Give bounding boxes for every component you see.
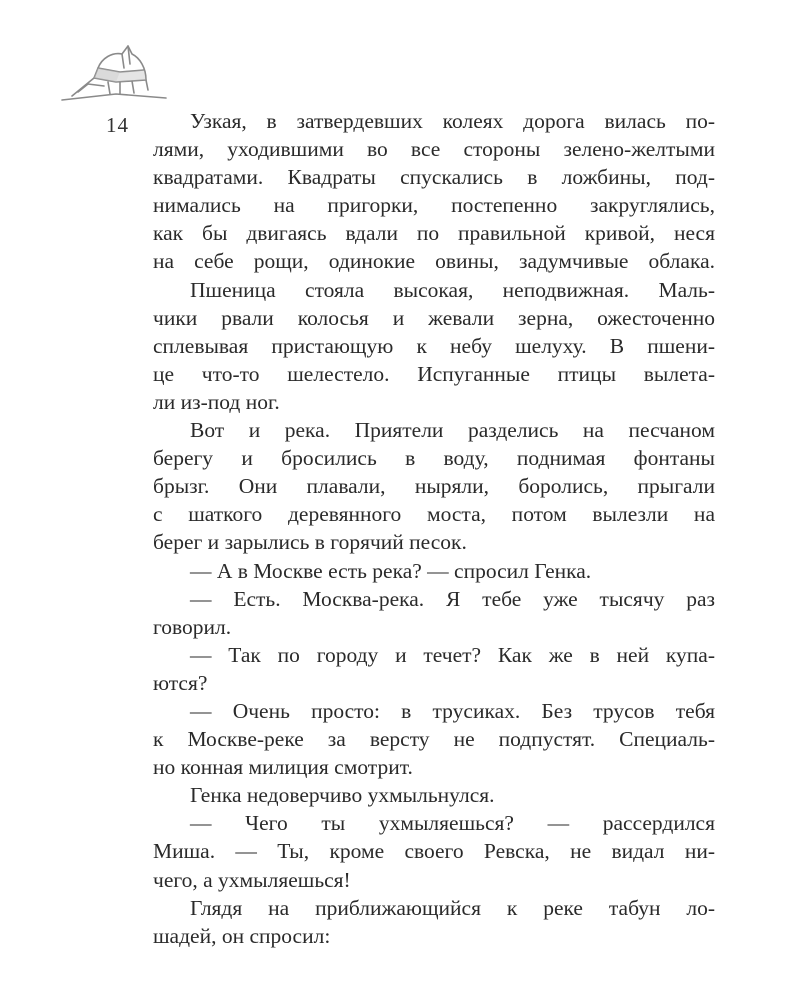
text-line: нимались на пригорки, постепенно закруглялись,	[153, 193, 715, 218]
text-line: сплевывая пристающую к небу шелуху. В пшени-	[153, 333, 715, 358]
text-line: Миша. — Ты, кроме своего Ревска, не видал ни-	[153, 839, 715, 864]
text-line: на себе рощи, одинокие овины, задумчивые облака.	[153, 249, 715, 274]
text-line: берег и зарылись в горячий песок.	[153, 530, 467, 555]
text-line: но конная милиция смотрит.	[153, 755, 413, 780]
text-line: квадратами. Квадраты спускались в ложбины, под-	[153, 165, 715, 190]
text-line: Вот и река. Приятели разделись на песчаном	[190, 418, 715, 443]
text-line: шадей, он спросил:	[153, 923, 331, 948]
text-line: с шаткого деревянного моста, потом вылезли на	[153, 502, 715, 527]
page-number: 14	[106, 113, 129, 137]
text-line: Пшеница стояла высокая, неподвижная. Маль-	[190, 277, 715, 302]
text-line: лями, уходившими во все стороны зелено-желтыми	[153, 137, 715, 162]
text-line: — Очень просто: в трусиках. Без трусов тебя	[190, 698, 715, 723]
text-line: ются?	[153, 670, 208, 695]
text-line: чики рвали колосья и жевали зерна, ожесточенно	[153, 305, 715, 330]
text-line: брызг. Они плавали, ныряли, боролись, прыгали	[153, 474, 715, 499]
body-text	[153, 107, 715, 950]
text-line: — А в Москве есть река? — спросил Генка.	[190, 558, 592, 583]
text-line: как бы двигаясь вдали по правильной кривой, неся	[153, 221, 715, 246]
text-line: берегу и бросились в воду, поднимая фонтаны	[153, 446, 715, 471]
text-line: — Чего ты ухмыляешься? — рассердился	[190, 811, 715, 836]
text-line: чего, а ухмыляешься!	[153, 867, 351, 892]
text-line: говорил.	[153, 614, 232, 639]
text-line: к Москве-реке за версту не подпустят. Специаль-	[153, 727, 715, 752]
text-line: Генка недоверчиво ухмыльнулся.	[190, 783, 495, 808]
helmet-icon	[58, 38, 170, 104]
text-line: це что-то шелестело. Испуганные птицы вылета-	[153, 361, 715, 386]
text-line: — Так по городу и течет? Как же в ней купа-	[190, 642, 715, 667]
text-line: ли из-под ног.	[153, 389, 280, 414]
text-line: Узкая, в затвердевших колеях дорога вилась по-	[190, 109, 715, 133]
text-line: Глядя на приближающийся к реке табун ло-	[190, 895, 715, 920]
text-line: — Есть. Москва-река. Я тебе уже тысячу раз	[190, 586, 715, 611]
